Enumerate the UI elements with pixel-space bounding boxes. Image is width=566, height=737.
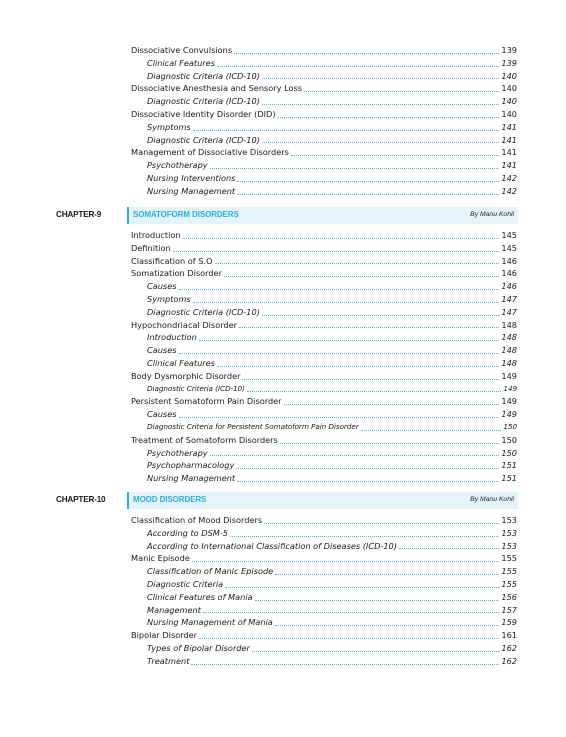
entry-title: Nursing Management xyxy=(147,185,236,196)
leader-dots xyxy=(252,651,499,652)
entry-title: Causes xyxy=(147,409,177,420)
page-number: 159 xyxy=(501,617,517,628)
toc-entry xyxy=(131,629,517,642)
page-number: 151 xyxy=(501,473,517,484)
page-number: 148 xyxy=(501,345,517,356)
page-number: 151 xyxy=(501,460,517,471)
leader-dots xyxy=(262,78,499,79)
entry-title: Dissociative Identity Disorder (DID) xyxy=(131,108,276,119)
toc-subentry xyxy=(131,331,517,344)
page-number: 140 xyxy=(501,70,517,81)
toc-subentry xyxy=(131,655,517,668)
entry-title: Classification of S.O xyxy=(131,255,213,266)
toc-entry xyxy=(131,229,517,242)
entry-title: Treatment of Somatoform Disorders xyxy=(131,434,278,445)
entry-title: Clinical Features xyxy=(147,357,215,368)
entry-title: Clinical Features xyxy=(147,57,215,68)
page-number: 147 xyxy=(501,293,517,304)
leader-dots xyxy=(284,404,500,405)
entry-title: Types of Bipolar Disorder xyxy=(147,642,250,653)
toc-entry xyxy=(131,255,517,268)
toc-subentry xyxy=(131,540,517,553)
page-number: 153 xyxy=(501,540,517,551)
page-number: 141 xyxy=(501,147,517,158)
toc-subentry xyxy=(131,293,517,306)
toc-subentry xyxy=(131,616,517,629)
toc-subentry xyxy=(131,604,517,617)
toc-entry xyxy=(131,146,517,159)
entry-title: Causes xyxy=(147,345,177,356)
entry-title: Nursing Management xyxy=(147,473,236,484)
toc-entry xyxy=(131,514,517,527)
entry-title: Manic Episode xyxy=(131,553,190,564)
leader-dots xyxy=(215,263,500,264)
toc-subentry xyxy=(131,383,517,396)
page-number: 162 xyxy=(501,655,517,666)
page-number: 148 xyxy=(501,319,517,330)
leader-dots xyxy=(224,276,499,277)
entry-title: Diagnostic Criteria (ICD-10) xyxy=(147,306,260,317)
page-number: 142 xyxy=(501,185,517,196)
toc-subentry xyxy=(131,70,517,83)
toc-entry xyxy=(131,242,517,255)
entry-title: Classification of Manic Episode xyxy=(147,566,274,577)
page-number: 140 xyxy=(501,96,517,107)
entry-title: Management xyxy=(147,604,201,615)
page-number: 145 xyxy=(501,230,517,240)
chapter-header-10 xyxy=(56,492,518,509)
toc-subentry xyxy=(131,121,517,134)
entry-title: Diagnostic Criteria for Persistent Somatoform Pain Disorder xyxy=(147,421,359,431)
leader-dots xyxy=(225,587,499,588)
entry-title: Management of Dissociative Disorders xyxy=(131,147,289,158)
entry-title: Treatment xyxy=(147,655,190,666)
toc-subentry xyxy=(131,472,517,485)
leader-dots xyxy=(199,638,499,639)
page-number: 149 xyxy=(501,396,517,407)
leader-dots xyxy=(237,181,499,182)
toc-entry xyxy=(131,395,517,408)
toc-list-chapter-9 xyxy=(131,229,517,485)
leader-dots xyxy=(239,327,499,328)
entry-title: Nursing Management of Mania xyxy=(147,617,273,628)
leader-dots xyxy=(217,366,499,367)
toc-subentry xyxy=(131,306,517,319)
leader-dots xyxy=(179,289,500,290)
entry-title: Diagnostic Criteria xyxy=(147,578,224,589)
entry-title: Body Dysmorphic Disorder xyxy=(131,370,241,381)
entry-title: Bipolar Disorder xyxy=(131,630,198,641)
page-number: 157 xyxy=(501,604,517,615)
leader-dots xyxy=(217,66,499,67)
entry-title: According to DSM-5 xyxy=(147,527,228,538)
chapter-number: CHAPTER-9 xyxy=(56,210,102,219)
toc-entry xyxy=(131,44,517,57)
page-number: 146 xyxy=(501,268,517,279)
toc-subentry xyxy=(131,591,517,604)
toc-subentry xyxy=(131,57,517,70)
chapter-author: By Manu Kohli xyxy=(470,495,514,503)
entry-title: Clinical Features of Mania xyxy=(147,591,253,602)
entry-title: Nursing Interventions xyxy=(147,172,236,183)
chapter-number: CHAPTER-10 xyxy=(56,495,106,504)
toc-entry xyxy=(131,370,517,383)
leader-dots xyxy=(193,130,500,131)
entry-title: Introduction xyxy=(147,332,197,343)
chapter-header-9 xyxy=(56,207,518,224)
toc-subentry xyxy=(131,447,517,460)
page-number: 146 xyxy=(501,281,517,292)
leader-dots xyxy=(179,353,500,354)
page-number: 149 xyxy=(503,383,517,393)
toc-entry xyxy=(131,319,517,332)
entry-title: Persistent Somatoform Pain Disorder xyxy=(131,396,282,407)
leader-dots xyxy=(173,251,500,252)
page-number: 146 xyxy=(501,255,517,266)
entry-title: Symptoms xyxy=(147,293,191,304)
entry-title: Definition xyxy=(131,242,171,253)
leader-dots xyxy=(203,612,499,613)
leader-dots xyxy=(193,302,500,303)
page-number: 145 xyxy=(501,242,517,253)
page-number: 156 xyxy=(501,591,517,602)
page-number: 153 xyxy=(501,527,517,538)
page-number: 140 xyxy=(501,83,517,94)
toc-entry xyxy=(131,552,517,565)
entry-title: Dissociative Anesthesia and Sensory Loss xyxy=(131,83,303,94)
entry-title: Diagnostic Criteria (ICD-10) xyxy=(147,383,245,393)
entry-title: Somatization Disorder xyxy=(131,268,222,279)
chapter-band xyxy=(127,207,518,224)
entry-title: Diagnostic Criteria (ICD-10) xyxy=(147,134,260,145)
page-number: 149 xyxy=(501,409,517,420)
toc-subentry xyxy=(131,642,517,655)
page-number: 140 xyxy=(501,108,517,119)
entry-title: Psychopharmacology xyxy=(147,460,235,471)
toc-subentry xyxy=(131,421,517,434)
leader-dots xyxy=(230,536,499,537)
entry-title: Psychotherapy xyxy=(147,447,208,458)
toc-subentry xyxy=(131,344,517,357)
leader-dots xyxy=(262,142,499,143)
page-number: 141 xyxy=(501,134,517,145)
leader-dots xyxy=(210,455,500,456)
toc-subentry xyxy=(131,408,517,421)
leader-dots xyxy=(242,379,499,380)
page-number: 147 xyxy=(501,306,517,317)
entry-title: Dissociative Convulsions xyxy=(131,45,233,55)
toc-subentry xyxy=(131,280,517,293)
page-number: 148 xyxy=(501,332,517,343)
page-number: 153 xyxy=(501,515,517,525)
leader-dots xyxy=(275,625,500,626)
page-number: 150 xyxy=(501,447,517,458)
toc-subentry xyxy=(131,95,517,108)
leader-dots xyxy=(399,548,499,549)
page-number: 155 xyxy=(501,578,517,589)
leader-dots xyxy=(247,391,501,392)
leader-dots xyxy=(275,574,499,575)
entry-title: According to International Classification of Diseases (ICD-10) xyxy=(147,540,397,551)
page-number: 141 xyxy=(501,160,517,171)
leader-dots xyxy=(278,117,500,118)
chapter-title: MOOD DISORDERS xyxy=(133,495,207,504)
toc-subentry xyxy=(131,357,517,370)
page-number: 155 xyxy=(501,566,517,577)
toc-list-continued xyxy=(131,44,517,198)
chapter-band xyxy=(127,492,518,509)
leader-dots xyxy=(192,561,500,562)
toc-subentry xyxy=(131,459,517,472)
page-number: 161 xyxy=(501,630,517,641)
toc-entry xyxy=(131,434,517,447)
page-number: 155 xyxy=(501,553,517,564)
leader-dots xyxy=(291,155,500,156)
toc-entry xyxy=(131,108,517,121)
toc-subentry xyxy=(131,159,517,172)
leader-dots xyxy=(234,53,499,54)
leader-dots xyxy=(199,340,500,341)
leader-dots xyxy=(236,468,499,469)
toc-subentry xyxy=(131,134,517,147)
chapter-author: By Manu Kohli xyxy=(470,210,514,218)
entry-title: Hypochondriacal Disorder xyxy=(131,319,238,330)
toc-subentry xyxy=(131,185,517,198)
leader-dots xyxy=(304,91,499,92)
entry-title: Symptoms xyxy=(147,121,191,132)
toc-subentry xyxy=(131,172,517,185)
leader-dots xyxy=(262,104,499,105)
entry-title: Classification of Mood Disorders xyxy=(131,515,263,525)
leader-dots xyxy=(237,481,499,482)
page-number: 149 xyxy=(501,370,517,381)
toc-subentry xyxy=(131,578,517,591)
leader-dots xyxy=(255,600,500,601)
leader-dots xyxy=(210,168,500,169)
page-number: 150 xyxy=(503,421,517,431)
leader-dots xyxy=(237,194,499,195)
leader-dots xyxy=(183,238,500,239)
page-number: 150 xyxy=(501,434,517,445)
leader-dots xyxy=(191,664,499,665)
leader-dots xyxy=(179,417,500,418)
entry-title: Diagnostic Criteria (ICD-10) xyxy=(147,70,260,81)
page-number: 142 xyxy=(501,172,517,183)
leader-dots xyxy=(280,443,500,444)
entry-title: Diagnostic Criteria (ICD-10) xyxy=(147,96,260,107)
chapter-title: SOMATOFORM DISORDERS xyxy=(133,210,239,219)
page-number: 139 xyxy=(501,45,517,55)
toc-entry xyxy=(131,267,517,280)
toc-entry xyxy=(131,82,517,95)
toc-subentry xyxy=(131,527,517,540)
page-number: 139 xyxy=(501,57,517,68)
page-number: 141 xyxy=(501,121,517,132)
entry-title: Introduction xyxy=(131,230,181,240)
page-number: 148 xyxy=(501,357,517,368)
toc-subentry xyxy=(131,565,517,578)
leader-dots xyxy=(264,523,499,524)
entry-title: Causes xyxy=(147,281,177,292)
page-number: 162 xyxy=(501,642,517,653)
entry-title: Psychotherapy xyxy=(147,160,208,171)
leader-dots xyxy=(361,430,501,431)
toc-list-chapter-10 xyxy=(131,514,517,668)
leader-dots xyxy=(262,315,499,316)
